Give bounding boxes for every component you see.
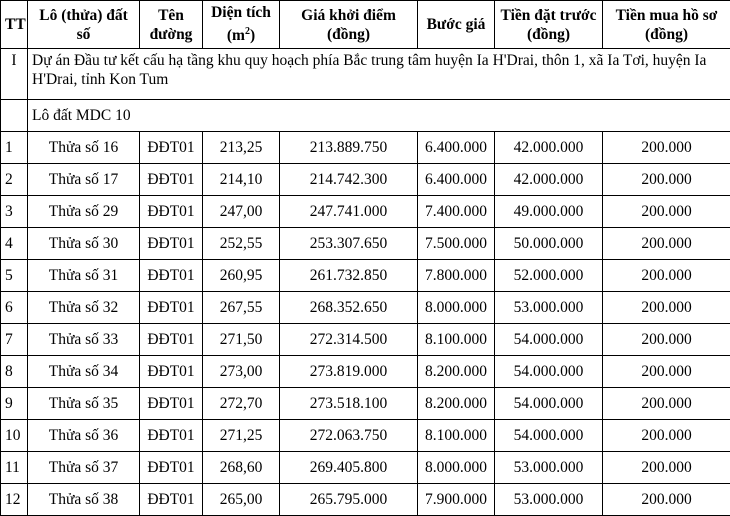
row-road: ĐĐT01 (140, 484, 203, 516)
row-tt: 10 (1, 420, 28, 452)
header-area: Diện tích $(m^2)$ (203, 1, 280, 49)
row-road: ĐĐT01 (140, 292, 203, 324)
header-road: Tên đường (140, 1, 203, 49)
row-road: ĐĐT01 (140, 452, 203, 484)
row-deposit: 53.000.000 (495, 484, 603, 516)
header-tt: TT (1, 1, 28, 49)
row-lot: Thửa số 16 (28, 132, 140, 164)
row-road: ĐĐT01 (140, 132, 203, 164)
row-lot: Thửa số 36 (28, 420, 140, 452)
row-deposit: 53.000.000 (495, 452, 603, 484)
row-step: 8.200.000 (418, 356, 495, 388)
row-tt: 2 (1, 164, 28, 196)
table-row (1, 292, 730, 324)
row-start-price: 213.889.750 (280, 132, 418, 164)
row-start-price: 273.518.100 (280, 388, 418, 420)
row-start-price: 253.307.650 (280, 228, 418, 260)
row-road: ĐĐT01 (140, 356, 203, 388)
row-start-price: 269.405.800 (280, 452, 418, 484)
row-dossier: 200.000 (603, 228, 730, 260)
row-dossier: 200.000 (603, 324, 730, 356)
row-start-price: 265.795.000 (280, 484, 418, 516)
row-deposit: 54.000.000 (495, 324, 603, 356)
header-deposit: Tiền đặt trước (đồng) (495, 1, 603, 49)
row-tt: 3 (1, 196, 28, 228)
row-road: ĐĐT01 (140, 324, 203, 356)
table-row (1, 452, 730, 484)
row-lot: Thửa số 17 (28, 164, 140, 196)
row-area: 268,60 (203, 452, 280, 484)
row-area: 271,50 (203, 324, 280, 356)
row-dossier: 200.000 (603, 484, 730, 516)
row-lot: Thửa số 30 (28, 228, 140, 260)
table-row (1, 356, 730, 388)
table-row (1, 324, 730, 356)
row-deposit: 50.000.000 (495, 228, 603, 260)
row-road: ĐĐT01 (140, 260, 203, 292)
row-tt: 11 (1, 452, 28, 484)
row-tt: 6 (1, 292, 28, 324)
table-row (1, 228, 730, 260)
row-step: 6.400.000 (418, 164, 495, 196)
row-area: 213,25 (203, 132, 280, 164)
row-tt: 12 (1, 484, 28, 516)
row-dossier: 200.000 (603, 452, 730, 484)
row-lot: Thửa số 31 (28, 260, 140, 292)
group-label: Lô đất MDC 10 (28, 100, 730, 132)
row-area: 271,25 (203, 420, 280, 452)
row-deposit: 54.000.000 (495, 388, 603, 420)
row-tt: 7 (1, 324, 28, 356)
table-row (1, 484, 730, 516)
row-area: 272,70 (203, 388, 280, 420)
row-road: ĐĐT01 (140, 228, 203, 260)
header-dossier: Tiền mua hồ sơ (đồng) (603, 1, 730, 49)
row-step: 8.100.000 (418, 420, 495, 452)
row-step: 7.400.000 (418, 196, 495, 228)
row-lot: Thửa số 29 (28, 196, 140, 228)
header-start-price: Giá khởi điểm (đồng) (280, 1, 418, 49)
row-road: ĐĐT01 (140, 196, 203, 228)
row-step: 8.200.000 (418, 388, 495, 420)
row-lot: Thửa số 33 (28, 324, 140, 356)
row-start-price: 272.063.750 (280, 420, 418, 452)
row-start-price: 272.314.500 (280, 324, 418, 356)
project-row (1, 49, 730, 100)
table-row (1, 196, 730, 228)
table-row (1, 164, 730, 196)
row-dossier: 200.000 (603, 292, 730, 324)
row-dossier: 200.000 (603, 356, 730, 388)
row-deposit: 49.000.000 (495, 196, 603, 228)
row-start-price: 214.742.300 (280, 164, 418, 196)
row-tt: 4 (1, 228, 28, 260)
header-step: Bước giá (418, 1, 495, 49)
row-deposit: 42.000.000 (495, 132, 603, 164)
row-deposit: 42.000.000 (495, 164, 603, 196)
row-dossier: 200.000 (603, 260, 730, 292)
row-dossier: 200.000 (603, 388, 730, 420)
row-deposit: 53.000.000 (495, 292, 603, 324)
row-area: 260,95 (203, 260, 280, 292)
row-deposit: 54.000.000 (495, 356, 603, 388)
row-dossier: 200.000 (603, 132, 730, 164)
row-tt: 1 (1, 132, 28, 164)
row-dossier: 200.000 (603, 164, 730, 196)
row-start-price: 247.741.000 (280, 196, 418, 228)
row-area: 252,55 (203, 228, 280, 260)
row-area: 265,00 (203, 484, 280, 516)
row-dossier: 200.000 (603, 196, 730, 228)
row-lot: Thửa số 32 (28, 292, 140, 324)
row-road: ĐĐT01 (140, 420, 203, 452)
row-step: 7.500.000 (418, 228, 495, 260)
table-row (1, 420, 730, 452)
row-deposit: 54.000.000 (495, 420, 603, 452)
table-row (1, 260, 730, 292)
row-tt: 8 (1, 356, 28, 388)
row-area: 247,00 (203, 196, 280, 228)
row-lot: Thửa số 34 (28, 356, 140, 388)
row-lot: Thửa số 37 (28, 452, 140, 484)
row-area: 214,10 (203, 164, 280, 196)
row-road: ĐĐT01 (140, 164, 203, 196)
table-row (1, 132, 730, 164)
row-step: 8.100.000 (418, 324, 495, 356)
row-dossier: 200.000 (603, 420, 730, 452)
header-lot: Lô (thửa) đất số (28, 1, 140, 49)
table-row (1, 388, 730, 420)
row-step: 7.900.000 (418, 484, 495, 516)
row-step: 8.000.000 (418, 292, 495, 324)
group-tt (1, 100, 28, 132)
row-lot: Thửa số 35 (28, 388, 140, 420)
row-deposit: 52.000.000 (495, 260, 603, 292)
row-start-price: 261.732.850 (280, 260, 418, 292)
row-tt: 9 (1, 388, 28, 420)
row-step: 6.400.000 (418, 132, 495, 164)
project-description: Dự án Đầu tư kết cấu hạ tầng khu quy hoạch phía Bắc trung tâm huyện Ia H'Drai, thôn 1, xã Ia Tơi, huyện Ia H'Drai, tỉnh Kon Tum (28, 49, 730, 100)
row-step: 7.800.000 (418, 260, 495, 292)
project-tt: I (1, 49, 28, 100)
header-row (1, 1, 730, 49)
row-lot: Thửa số 38 (28, 484, 140, 516)
row-start-price: 268.352.650 (280, 292, 418, 324)
row-road: ĐĐT01 (140, 388, 203, 420)
row-start-price: 273.819.000 (280, 356, 418, 388)
row-area: 273,00 (203, 356, 280, 388)
group-row (1, 100, 730, 132)
row-step: 8.000.000 (418, 452, 495, 484)
row-area: 267,55 (203, 292, 280, 324)
row-tt: 5 (1, 260, 28, 292)
